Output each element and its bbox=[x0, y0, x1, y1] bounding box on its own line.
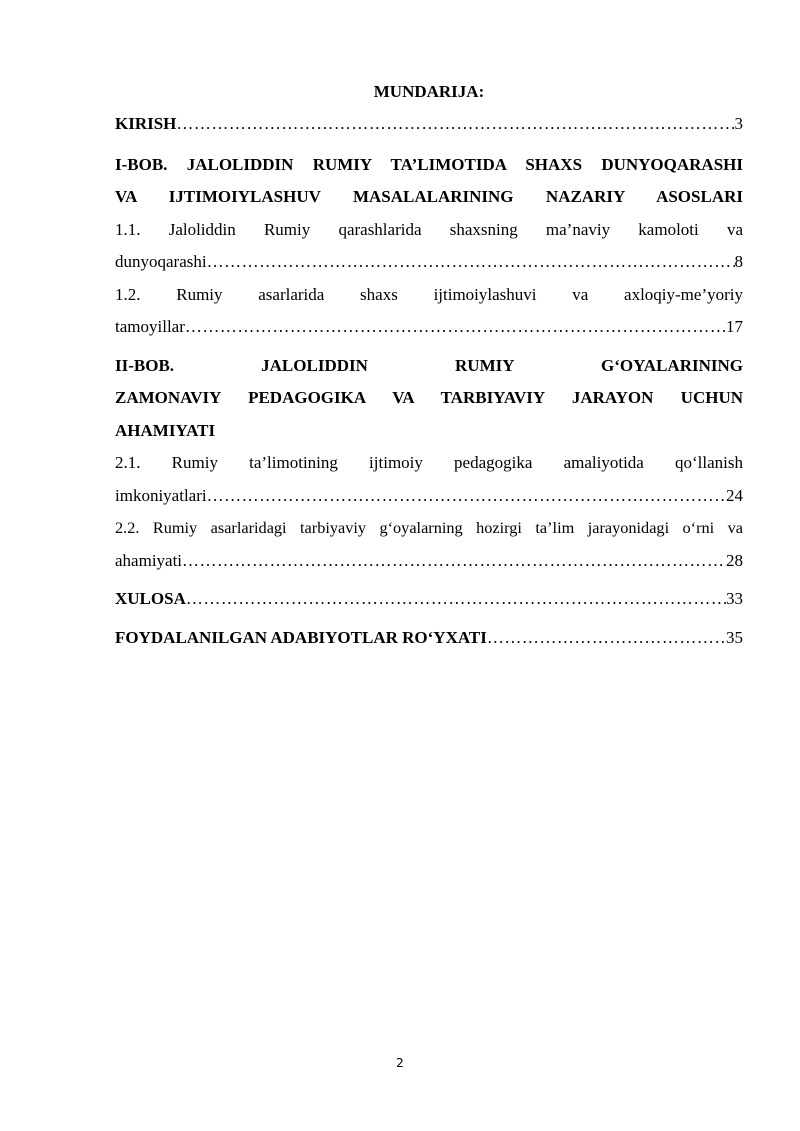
dot-leader bbox=[487, 622, 726, 655]
dot-leader bbox=[182, 545, 726, 578]
toc-entry-text: 1.2. Rumiy asarlarida shaxs ijtimoiylashuvi va axloqiy-me’yoriy bbox=[115, 284, 743, 304]
dot-leader bbox=[207, 246, 735, 279]
toc-title: MUNDARIJA: bbox=[373, 82, 485, 101]
toc-entry-text: 2.1. Rumiy ta’limotining ijtimoiy pedagogika amaliyotida qo‘llanish bbox=[115, 453, 743, 472]
toc-entry-references[interactable] bbox=[115, 622, 743, 655]
toc-entry-text: 2.2. Rumiy asarlaridagi tarbiyaviy g‘oyalarning hozirgi ta’lim jarayonidagi o‘rni va bbox=[115, 518, 743, 537]
toc-entry-page: 33 bbox=[726, 589, 743, 608]
chapter-1-line-2: VA IJTIMOIYLASHUV MASALALARINING NAZARIY ASOSLARI bbox=[115, 187, 743, 206]
dot-leader bbox=[207, 480, 726, 513]
toc-entry-label: imkoniyatlari bbox=[115, 485, 207, 505]
dot-leader bbox=[185, 311, 726, 344]
toc-entry-label: KIRISH bbox=[115, 114, 177, 133]
toc-entry-page: 8 bbox=[734, 252, 743, 271]
dot-leader bbox=[176, 108, 734, 141]
dot-leader bbox=[186, 583, 726, 616]
toc-entry-page: 3 bbox=[734, 114, 743, 133]
toc-entry-page: 28 bbox=[726, 550, 743, 570]
toc-entry-text: 1.1. Jaloliddin Rumiy qarashlarida shaxsning ma’naviy kamoloti va bbox=[115, 219, 743, 239]
toc-entry-intro[interactable] bbox=[115, 108, 743, 141]
toc-entry-page: 24 bbox=[726, 485, 743, 505]
toc-entry-conclusion[interactable] bbox=[115, 583, 743, 616]
toc-entry-page: 35 bbox=[726, 627, 743, 647]
toc-entry-2-2[interactable] bbox=[115, 512, 743, 577]
table-of-contents bbox=[115, 78, 743, 654]
toc-entry-1-1[interactable] bbox=[115, 214, 743, 279]
toc-entry-label: FOYDALANILGAN ADABIYOTLAR RO‘YXATI bbox=[115, 627, 487, 647]
toc-entry-page: 17 bbox=[726, 317, 743, 336]
chapter-1-line-1: I-BOB. JALOLIDDIN RUMIY TA’LIMOTIDA SHAXS DUNYOQARASHI bbox=[115, 154, 743, 174]
page-number: 2 bbox=[396, 1056, 404, 1070]
chapter-2-line-1: II-BOB. JALOLIDDIN RUMIY G‘OYALARINING bbox=[115, 355, 743, 375]
toc-entry-label: ahamiyati bbox=[115, 550, 183, 570]
chapter-2-line-3: AHAMIYATI bbox=[115, 420, 216, 440]
toc-entry-1-2[interactable] bbox=[115, 279, 743, 344]
chapter-2-heading[interactable] bbox=[115, 350, 743, 448]
chapter-1-heading[interactable] bbox=[115, 149, 743, 214]
toc-entry-label: dunyoqarashi bbox=[115, 252, 207, 271]
chapter-2-line-2: ZAMONAVIY PEDAGOGIKA VA TARBIYAVIY JARAYON UCHUN bbox=[115, 388, 743, 407]
toc-entry-label: tamoyillar bbox=[115, 317, 185, 336]
toc-entry-2-1[interactable] bbox=[115, 447, 743, 512]
toc-entry-label: XULOSA bbox=[115, 589, 186, 608]
